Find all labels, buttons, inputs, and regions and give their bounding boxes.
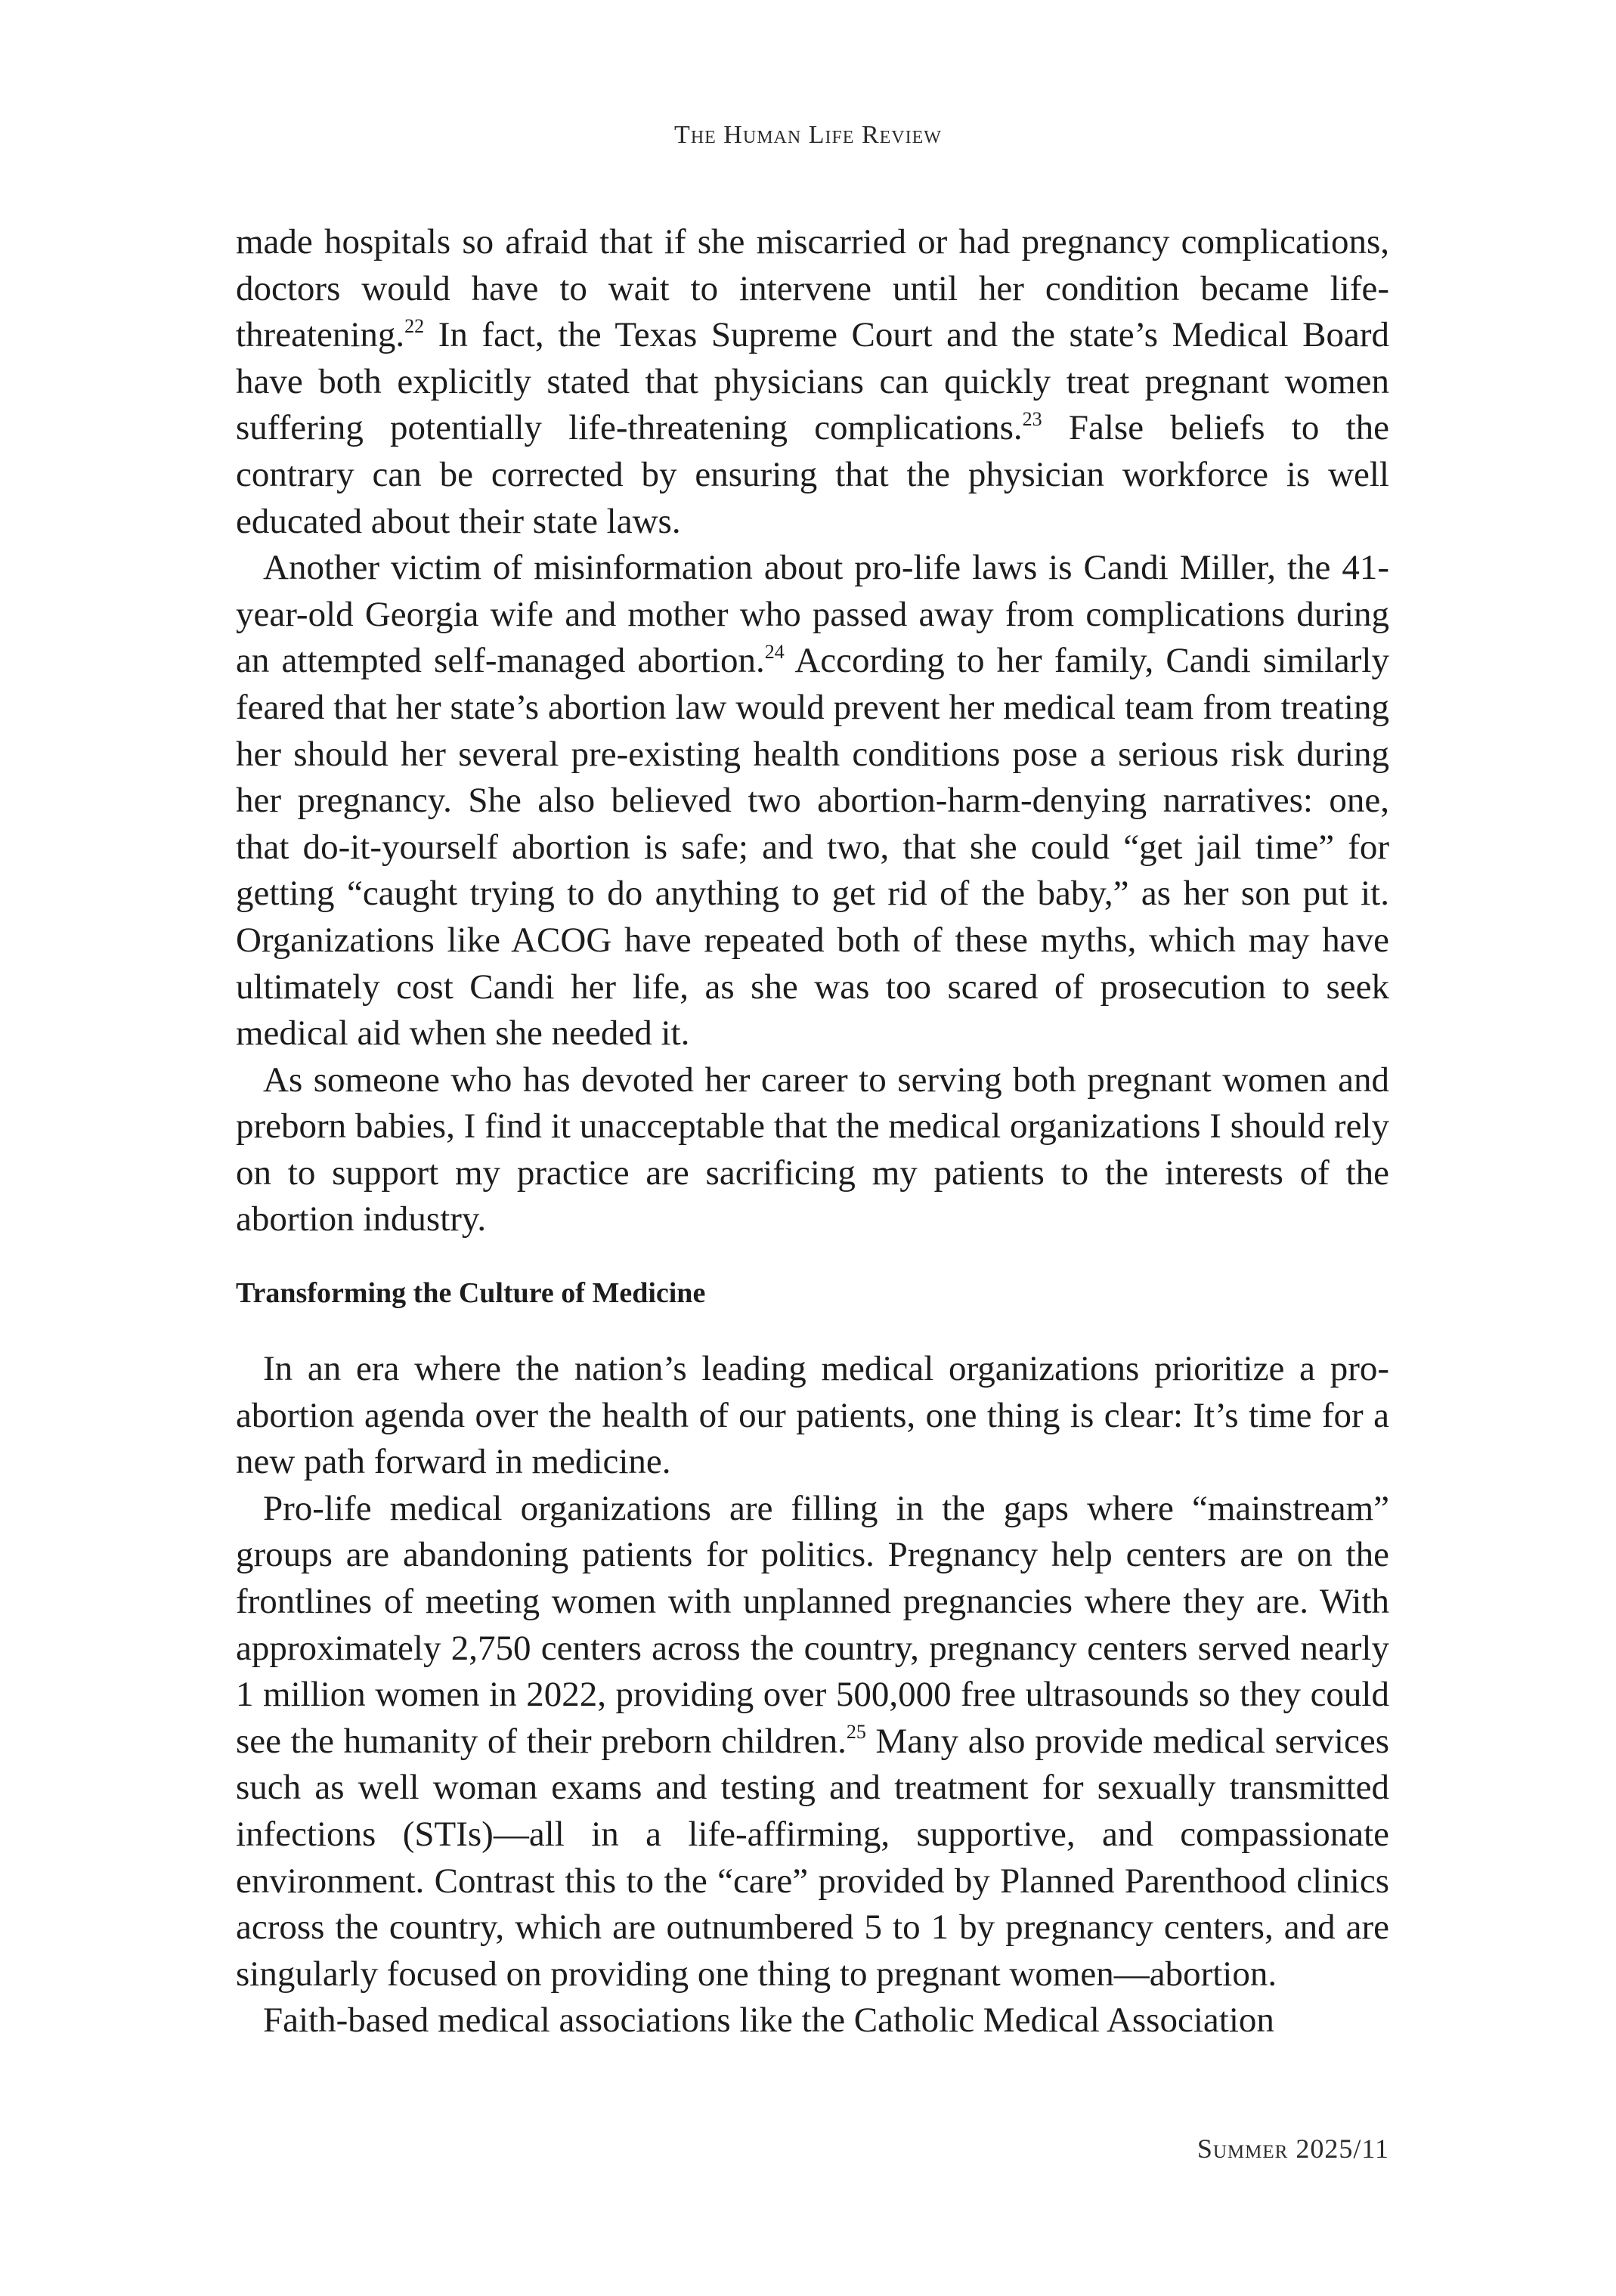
paragraph-continuation xyxy=(236,219,1389,545)
paragraph-new-path xyxy=(236,1346,1389,1486)
paragraph-text: In fact, the Texas Supreme Court and the state’s Medical Board have both explicitly stated that physicians can quickly treat pregnant women suffering potentially life-threatening complications. xyxy=(236,315,1389,448)
paragraph-text: made hospitals so afraid that if she miscarried or had pregnancy complications, doctors would have to wait to intervene until her condition became life-threatening. xyxy=(236,222,1389,355)
paragraph-text: Faith-based medical associations like the Catholic Medical Association xyxy=(263,2000,1274,2041)
paragraph-text: In an era where the nation’s leading medical organizations prioritize a pro-abortion agenda over the health of our patients, one thing is clear: It’s time for a new path forward in medicine. xyxy=(236,1349,1389,1482)
paragraph-pregnancy-centers xyxy=(236,1486,1389,1998)
page-folio: Summer 2025/11 xyxy=(1197,2134,1389,2164)
paragraph-text: Pro-life medical organizations are filling in the gaps where “mainstream” groups are abandoning patients for politics. Pregnancy help centers are on the frontlines of meeting women with unplanned pregnancies where they are. With approximately 2,750 centers across the country, pregnancy centers served nearly 1 million women in 2022, providing over 500,000 free ultrasounds so they could see the humanity of their preborn children. xyxy=(236,1488,1389,1761)
paragraph-faith-based xyxy=(236,1997,1389,2044)
running-header: The Human Life Review xyxy=(674,121,942,149)
paragraph-text: False beliefs to the contrary can be corrected by ensuring that the physician workforce is well educated about their state laws. xyxy=(236,408,1390,541)
paragraph-candi-miller xyxy=(236,545,1389,1057)
paragraph-text: As someone who has devoted her career to serving both pregnant women and preborn babies, I find it unacceptable that the medical organizations I should rely on to support my practice are sacrificing my patients to the interests of the abortion industry. xyxy=(236,1060,1389,1239)
paragraph-text: Many also provide medical services such as well woman exams and testing and treatment for sexually transmitted infections (STIs)—all in a life-affirming, supportive, and compassionate environment. Contrast this to the “care” provided by Planned Parenthood clinics across the country, which are outnumbered 5 to 1 by pregnancy centers, and are singularly focused on providing one thing to pregnant women—abortion. xyxy=(236,1721,1390,1994)
paragraph-text: Another victim of misinformation about pro-life laws is Candi Miller, the 41-year-old Georgia wife and mother who passed away from complications during an attempted self-managed abortion. xyxy=(236,548,1389,681)
section-heading: Transforming the Culture of Medicine xyxy=(236,1277,706,1310)
footnote-ref-22[interactable]: 22 xyxy=(404,314,425,337)
article-body xyxy=(236,219,1389,2044)
paragraph-text: According to her family, Candi similarly feared that her state’s abortion law would prevent her medical team from treating her should her several pre-existing health conditions pose a serious risk during her pregnancy. She also believed two abortion-harm-denying narratives: one, that do-it-yourself abortion is safe; and two, that she could “get jail time” for getting “caught trying to do anything to get rid of the baby,” as her son put it. Organizations like ACOG have repeated both of these myths, which may have ultimately cost Candi her life, as she was too scared of prosecution to seek medical aid when she needed it. xyxy=(236,641,1389,1054)
paragraph-career xyxy=(236,1057,1389,1243)
footnote-ref-23[interactable]: 23 xyxy=(1022,407,1042,430)
footnote-ref-25[interactable]: 25 xyxy=(846,1721,866,1744)
footnote-ref-24[interactable]: 24 xyxy=(764,640,785,663)
